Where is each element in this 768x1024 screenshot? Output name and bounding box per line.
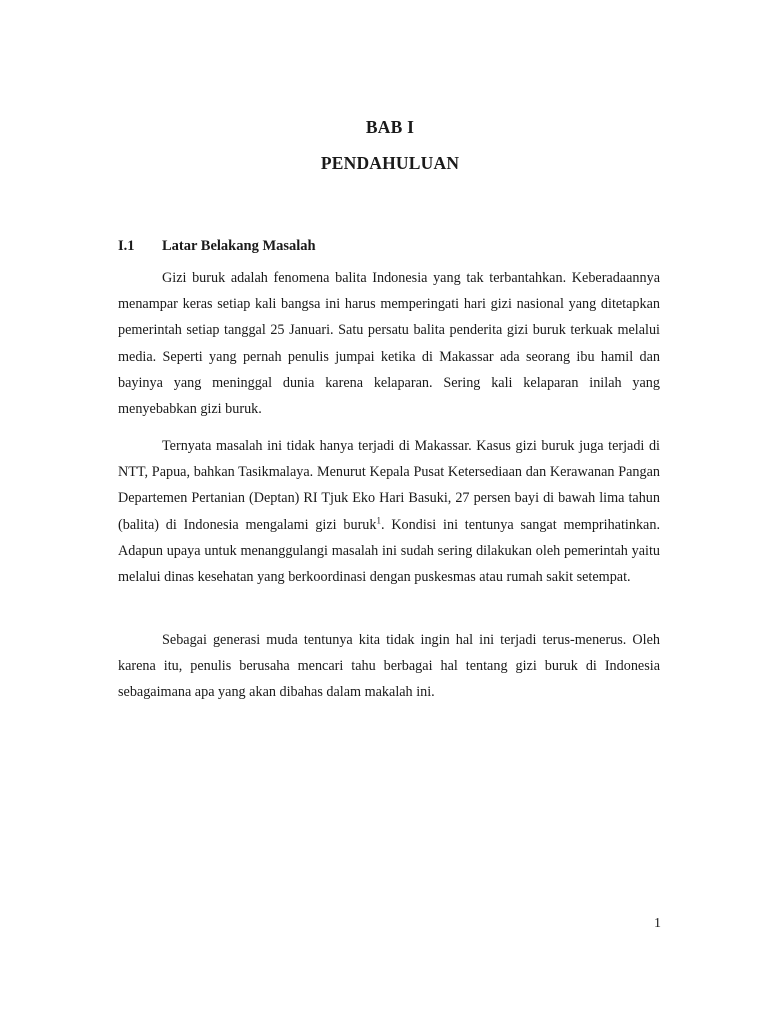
- paragraph-2-text-end: . Kondisi ini tentunya sangat memprihatinkan. Adapun upaya untuk menanggulangi masalah ini sudah sering dilakukan oleh pemerintah yaitu melalui dinas kesehatan yang berkoordinasi dengan puskesmas atau rumah sakit setempat.: [118, 516, 660, 586]
- section-heading: [118, 238, 316, 255]
- paragraph-2-text-start: Ternyata masalah ini tidak hanya terjadi di Makassar. Kasus gizi buruk juga terjadi di NTT, Papua, bahkan Tasikmalaya. Menurut Kepala Pusat Ketersediaan dan Kerawanan Pangan Departemen Pertanian (Deptan) RI Tjuk Eko Hari Basuki, 27 persen bayi di bawah lima tahun (balita) di Indonesia mengalami gizi buruk: [118, 438, 660, 533]
- footnote-reference[interactable]: 1: [376, 514, 381, 525]
- chapter-number: BAB I: [365, 117, 415, 137]
- section-number: I.1: [118, 238, 135, 254]
- chapter-title: PENDAHULUAN: [320, 153, 460, 173]
- paragraph-2: [118, 433, 660, 590]
- page-number: 1: [654, 916, 661, 931]
- section-title: Latar Belakang Masalah: [162, 238, 316, 254]
- paragraph-3: Sebagai generasi muda tentunya kita tidak ingin hal ini terjadi terus-menerus. Oleh karena itu, penulis berusaha mencari tahu berbagai hal tentang gizi buruk di Indonesia sebagaimana apa yang akan dibahas dalam makalah ini.: [118, 632, 660, 701]
- paragraph-1: Gizi buruk adalah fenomena balita Indonesia yang tak terbantahkan. Keberadaannya menampar keras setiap kali bangsa ini harus memperingati hari gizi nasional yang ditetapkan pemerintah setiap tanggal 25 Januari. Satu persatu balita penderita gizi buruk terkuak melalui media. Seperti yang pernah penulis jumpai ketika di Makassar ada seorang ibu hamil dan bayinya yang meninggal dunia karena kelaparan. Sering kali kelaparan inilah yang menyebabkan gizi buruk.: [118, 270, 660, 418]
